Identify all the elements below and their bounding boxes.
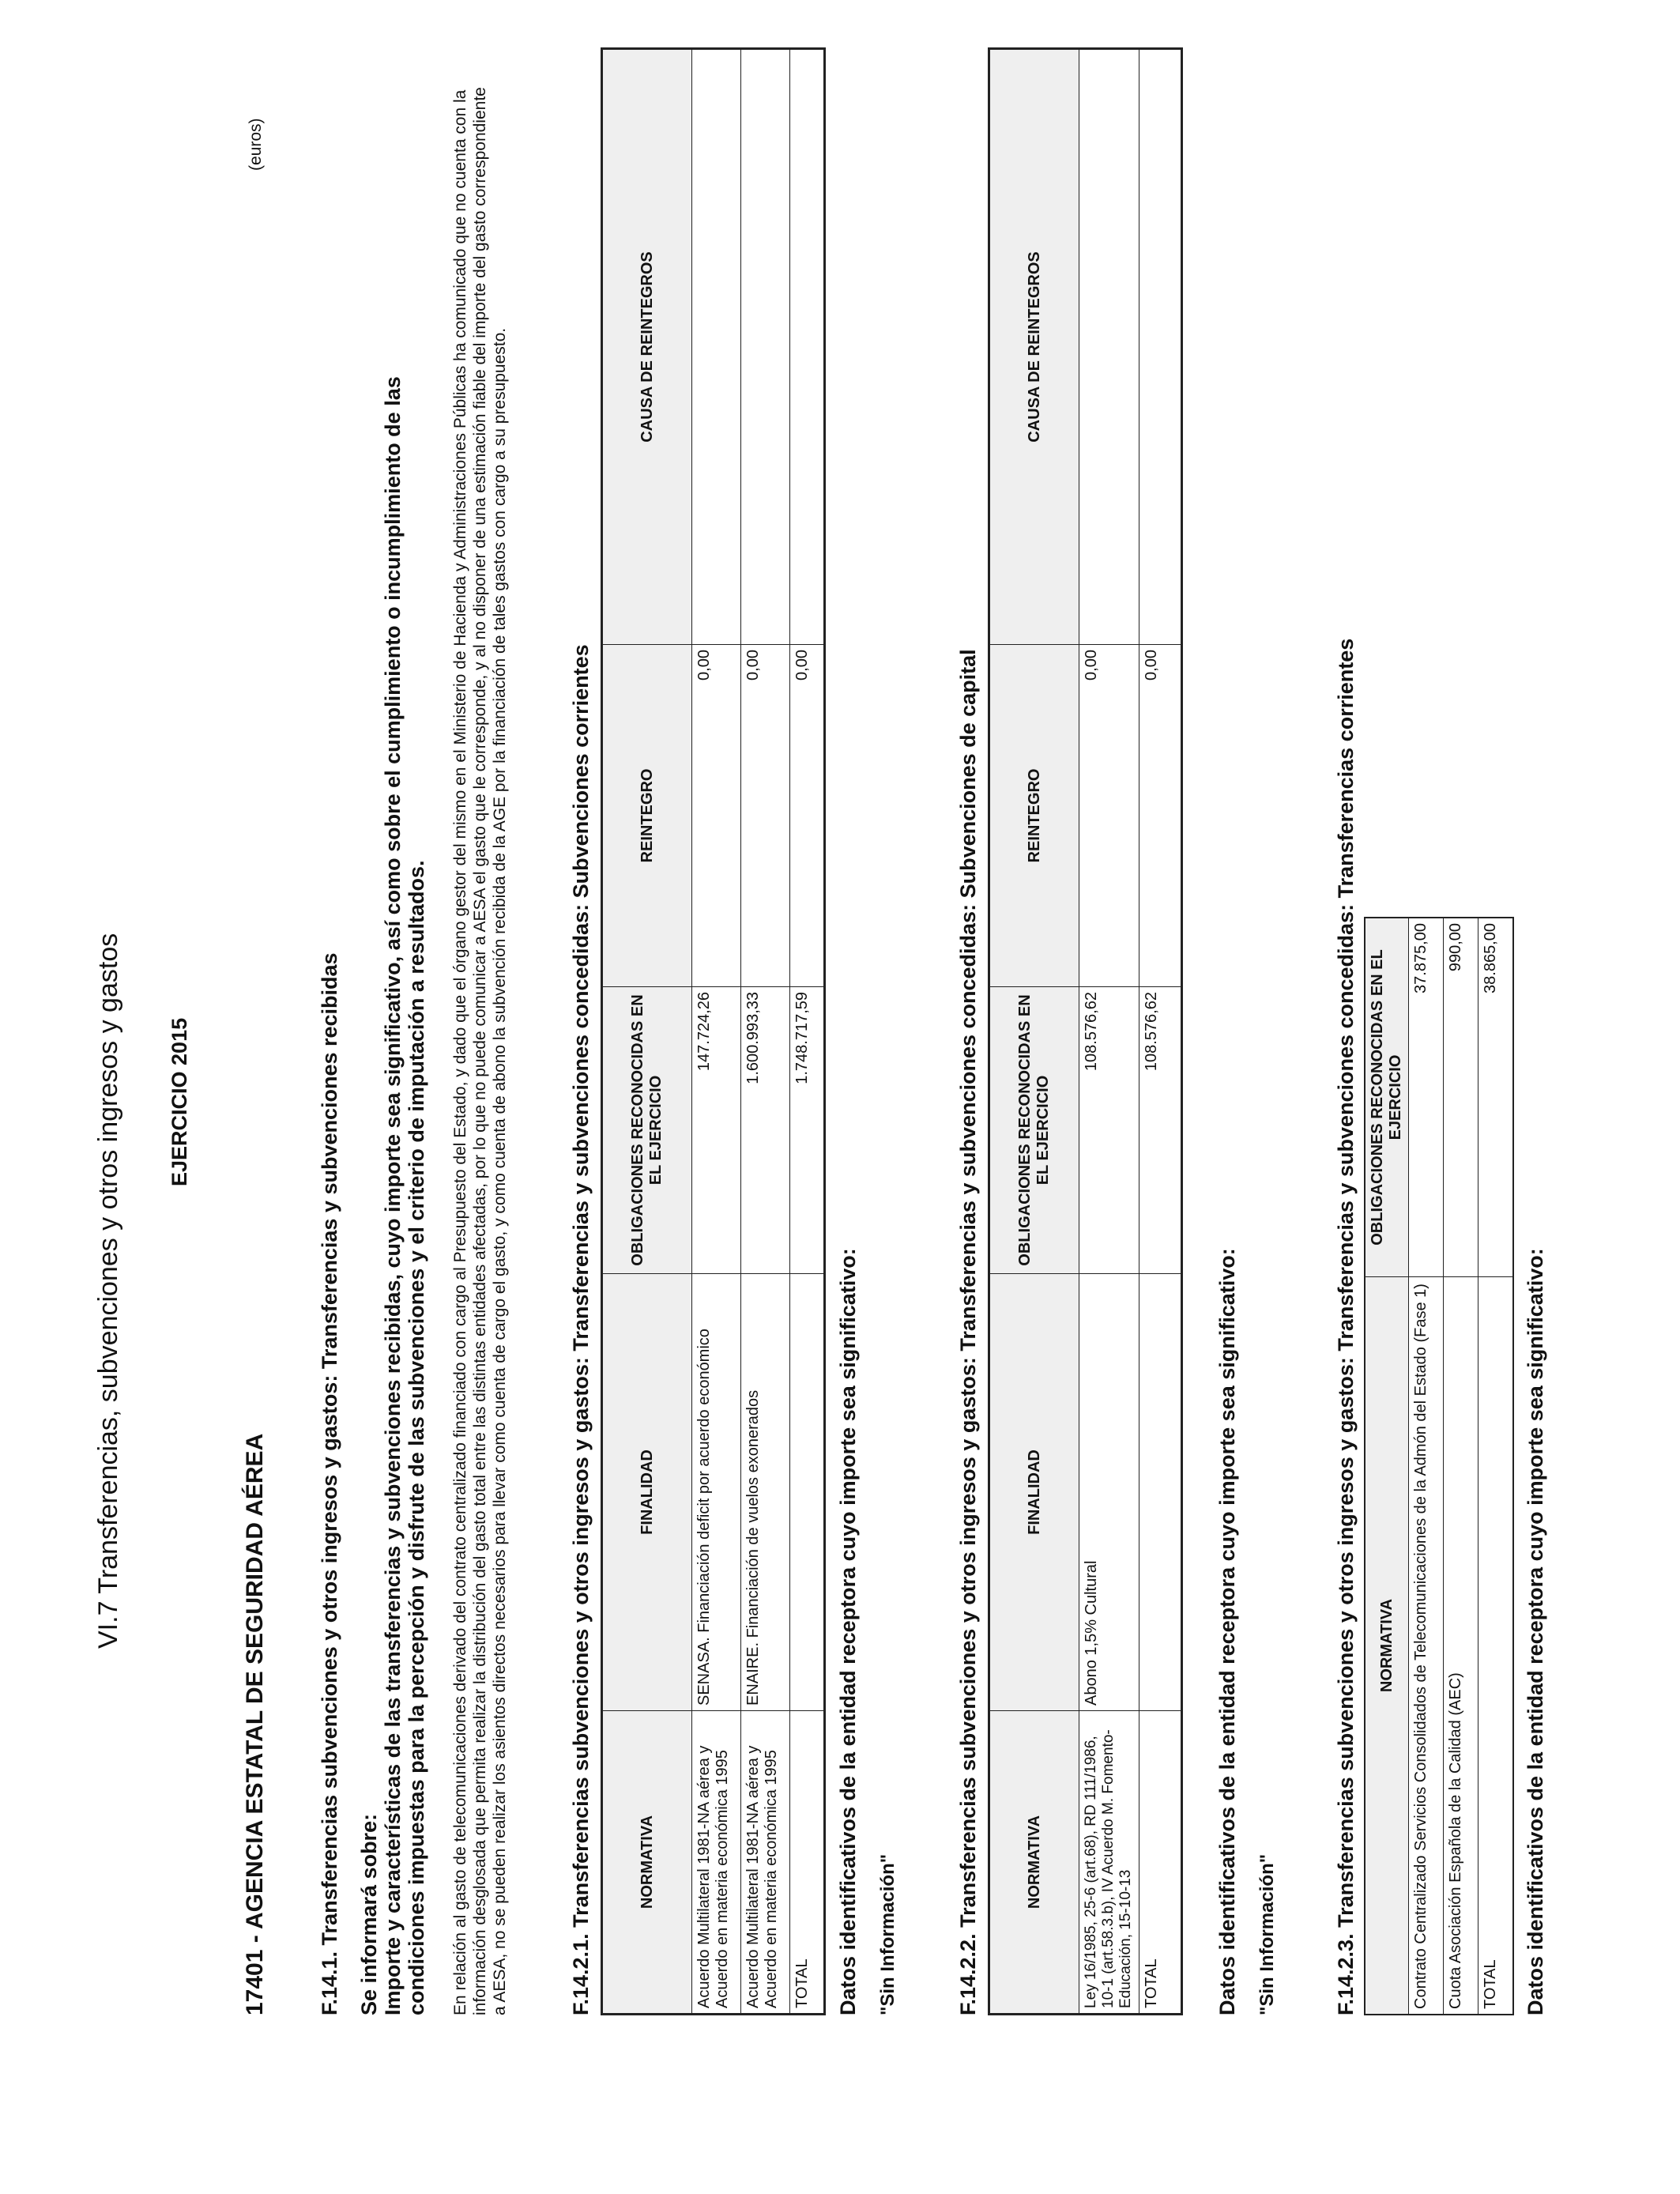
f1421-heading: F.14.2.1. Transferencias subvenciones y otros ingresos y gastos: Transferencias y subvenciones concedidas: Subvenciones corrientes (569, 644, 593, 2015)
cell-total-reintegro: 0,00 (1139, 645, 1182, 987)
inform-line-2: condiciones impuestas para la percepción y disfrute de las subvenciones y el criterio de imputación a resultados. (405, 860, 428, 2015)
header-finalidad: FINALIDAD (602, 1274, 692, 1711)
cell-reintegro: 0,00 (741, 645, 790, 987)
header-obligaciones: OBLIGACIONES RECONOCIDAS EN EL EJERCICIO (1365, 918, 1409, 1277)
cell-total-label: TOTAL (1478, 1277, 1513, 2015)
cell-obligaciones: 108.576,62 (1079, 987, 1139, 1274)
cell-finalidad (1139, 1274, 1182, 1711)
cell-finalidad: ENAIRE. Financiación de vuelos exonerados (741, 1274, 790, 1711)
header-normativa: NORMATIVA (602, 1711, 692, 2015)
table-row-total (1478, 918, 1513, 2015)
header-normativa: NORMATIVA (1365, 1277, 1409, 2015)
f1422-sin-info: "Sin Información" (1256, 1853, 1278, 2015)
f1423-datos-heading: Datos identificativos de la entidad receptora cuyo importe sea significativo: (1524, 1248, 1547, 2015)
cell-causa (1079, 49, 1139, 645)
f1422-table (988, 47, 1183, 2015)
cell-total-label: TOTAL (790, 1711, 825, 2015)
telecom-paragraph: En relación al gasto de telecomunicaciones derivado del contrato centralizado financiado con cargo al Presupuesto del Estado, y dado que el órgano gestor del mismo en el Ministerio de Hacienda y Administraciones Públicas ha comunicado que no cuenta con la información desglosada que permita realizar la distribución del gasto total entre las distintas entidades afectadas, por lo que no puede comunicar a AESA el gasto que le corresponde, y al no disponer de una estimación fiable del importe del gasto correspondiente a AESA, no se pueden realizar los asientos directos necesarios para llevar como cuenta de cargo el gasto, y como cuenta de abono la subvención recibida de la AGE por la financiación de tales gastos con cargo a su presupuesto. (451, 87, 509, 2015)
table-row (692, 49, 741, 2015)
header-causa-reintegros: CAUSA DE REINTEGROS (602, 49, 692, 645)
cell-normativa: Acuerdo Multilateral 1981-NA aérea y Acuerdo en materia económica 1995 (692, 1711, 741, 2015)
header-obligaciones: OBLIGACIONES RECONOCIDAS EN EL EJERCICIO (602, 987, 692, 1274)
cell-total-obligaciones: 108.576,62 (1139, 987, 1182, 1274)
cell-reintegro: 0,00 (1079, 645, 1139, 987)
table-row (741, 49, 790, 2015)
table-row (1444, 918, 1478, 2015)
header-finalidad: FINALIDAD (989, 1274, 1079, 1711)
header-causa-reintegros: CAUSA DE REINTEGROS (989, 49, 1079, 645)
header-obligaciones: OBLIGACIONES RECONOCIDAS EN EL EJERCICIO (989, 987, 1079, 1274)
cell-obligaciones: 1.600.993,33 (741, 987, 790, 1274)
f1422-heading: F.14.2.2. Transferencias subvenciones y otros ingresos y gastos: Transferencias y subvenciones concedidas: Subvenciones de capital (956, 649, 980, 2015)
cell-total-obligaciones: 38.865,00 (1478, 918, 1513, 1277)
cell-total-obligaciones: 1.748.717,59 (790, 987, 825, 1274)
header-normativa: NORMATIVA (989, 1711, 1079, 2015)
cell-total-label: TOTAL (1139, 1711, 1182, 2015)
cell-causa (741, 49, 790, 645)
header-reintegro: REINTEGRO (602, 645, 692, 987)
inform-line-1: Importe y características de las transferencias y subvenciones recibidas, cuyo importe sea significativo, así como sobre el cumplimiento o incumplimiento de las (381, 376, 405, 2015)
cell-normativa: Acuerdo Multilateral 1981-NA aérea y Acuerdo en materia económica 1995 (741, 1711, 790, 2015)
cell-causa (790, 49, 825, 645)
cell-obligaciones: 990,00 (1444, 918, 1478, 1277)
cell-obligaciones: 147.724,26 (692, 987, 741, 1274)
cell-normativa: Ley 16/1985, 25-6 (art.68), RD 111/1986, 10-1 (art.58.3.b), IV Acuerdo M. Fomento-Educación, 15-10-13 (1079, 1711, 1139, 2015)
cell-finalidad: SENASA. Financiación deficit por acuerdo económico (692, 1274, 741, 1711)
ejercicio-label: EJERCICIO 2015 (168, 1017, 191, 1186)
cell-normativa: Contrato Centralizado Servicios Consolidados de Telecomunicaciones de la Admón del Estado (Fase 1) (1409, 1277, 1444, 2015)
page-title: VI.7 Transferencias, subvenciones y otros ingresos y gastos (93, 933, 123, 1649)
cell-finalidad: Abono 1,5% Cultural (1079, 1274, 1139, 1711)
inform-label: Se informará sobre: (357, 1813, 381, 2015)
cell-causa (692, 49, 741, 645)
f1421-sin-info: "Sin Información" (877, 1853, 898, 2015)
f1421-datos-heading: Datos identificativos de la entidad receptora cuyo importe sea significativo: (836, 1248, 860, 2015)
cell-obligaciones: 37.875,00 (1409, 918, 1444, 1277)
header-reintegro: REINTEGRO (989, 645, 1079, 987)
table-row (1409, 918, 1444, 2015)
cell-reintegro: 0,00 (692, 645, 741, 987)
cell-finalidad (790, 1274, 825, 1711)
table-row-total (790, 49, 825, 2015)
units-label: (euros) (247, 118, 265, 171)
f1422-datos-heading: Datos identificativos de la entidad receptora cuyo importe sea significativo: (1215, 1248, 1239, 2015)
cell-total-reintegro: 0,00 (790, 645, 825, 987)
cell-normativa: Cuota Asociación Española de la Calidad (AEC) (1444, 1277, 1478, 2015)
f1421-table (601, 47, 826, 2015)
cell-causa (1139, 49, 1182, 645)
table-row-total (1139, 49, 1182, 2015)
f1423-heading: F.14.2.3. Transferencias subvenciones y otros ingresos y gastos: Transferencias y subvenciones concedidas: Transferencias corrientes (1334, 638, 1358, 2015)
entity-name: 17401 - AGENCIA ESTATAL DE SEGURIDAD AÉREA (242, 1433, 268, 2015)
f141-heading: F.14.1. Transferencias subvenciones y otros ingresos y gastos: Transferencias y subvenciones recibidas (318, 952, 341, 2015)
table-row (1079, 49, 1139, 2015)
f1423-table (1364, 917, 1514, 2015)
